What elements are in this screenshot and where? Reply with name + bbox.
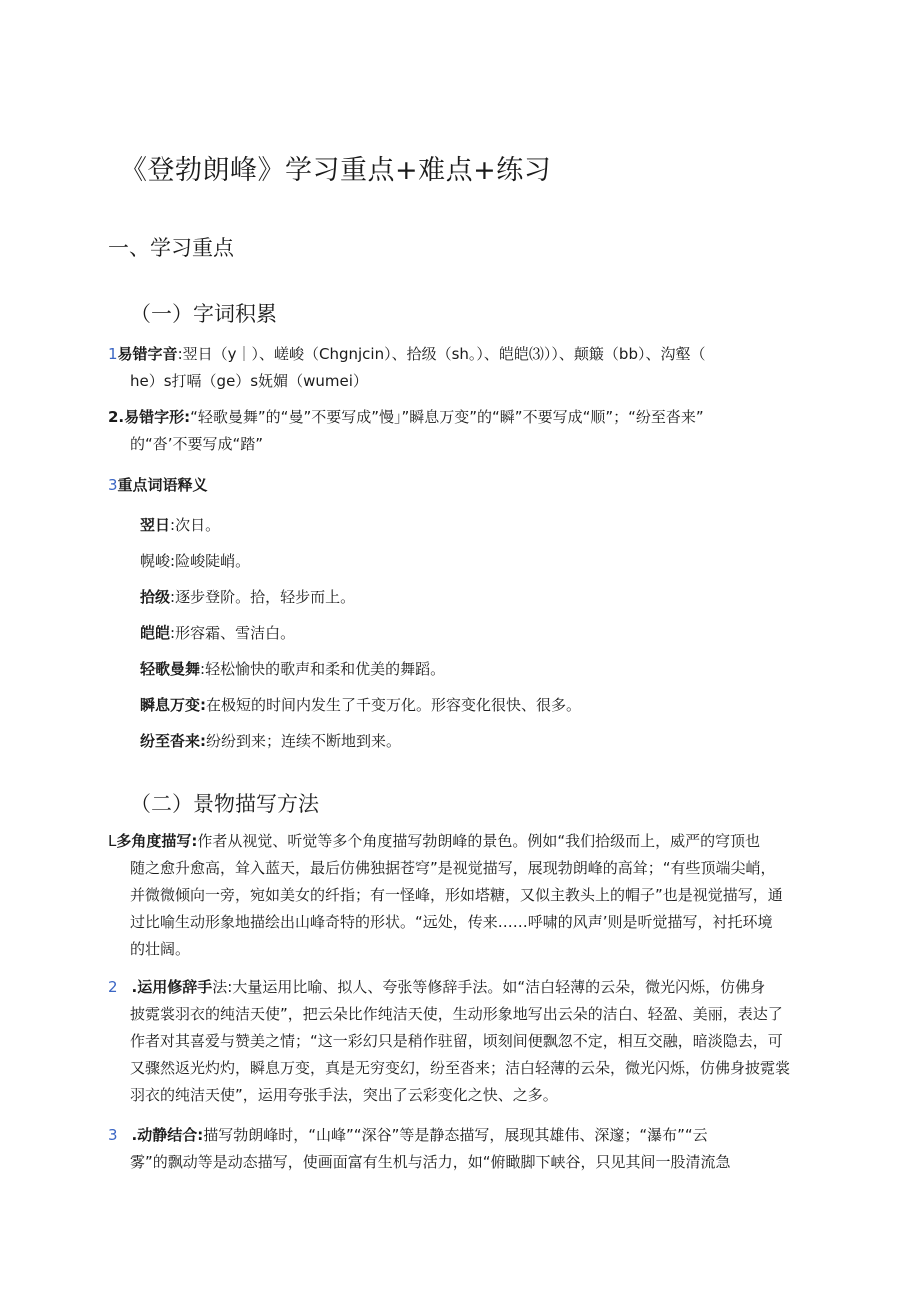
term-definition xyxy=(140,514,220,535)
term: 拾级 xyxy=(140,588,171,606)
term-sep: : xyxy=(170,552,176,570)
section-heading-study-focus: 一、学习重点 xyxy=(108,236,234,260)
list-number: L xyxy=(108,832,117,850)
item-label: 多角度描写: xyxy=(116,832,198,850)
list-number: 2. xyxy=(108,408,125,426)
term: 纷至沓来: xyxy=(140,732,206,750)
item-label: 易错字音 xyxy=(117,345,178,363)
item-label: 重点词语释义 xyxy=(117,476,208,494)
item-text-continued: he）s打嗝（ge）s妩媚（wumei） xyxy=(130,372,368,390)
item-text-continued: 并微微倾向一旁，宛如美女的纤指；有一怪峰，形如塔糖，又似主教头上的帽子”也是视觉描写，通 xyxy=(130,886,783,904)
definition: 险峻陡峭。 xyxy=(175,552,251,570)
list-number: 1 xyxy=(108,345,118,363)
item-text-continued: 羽衣的纯洁天使”，运用夸张手法，突出了云彩变化之快、之多。 xyxy=(130,1086,558,1104)
item-text-continued: 的壮阔。 xyxy=(130,940,191,958)
term: 瞬息万变: xyxy=(140,696,206,714)
item-colon: : xyxy=(177,345,183,363)
term: 翌日 xyxy=(140,516,171,534)
definition: 形容霜、雪洁白。 xyxy=(175,624,296,642)
document-title: 《登勃朗峰》学习重点+难点+练习 xyxy=(120,155,552,186)
subsection-heading-vocabulary: （一）字词积累 xyxy=(130,302,277,326)
list-item-motion-stillness xyxy=(108,1122,814,1176)
item-text-continued: 过比喻生动形象地描绘出山峰奇特的形状。“远处，传来……呼啸的风声’则是听觉描写，衬托环境 xyxy=(130,913,773,931)
term-definition xyxy=(140,730,401,751)
item-label: 易错字形: xyxy=(124,408,191,426)
item-text-continued: 作者对其喜爱与赞美之情；“这一彩幻只是稍作驻留，顷刻间便飘忽不定，相互交融，暗淡隐去，可 xyxy=(130,1032,783,1050)
item-label: .动静结合: xyxy=(131,1126,204,1144)
item-text: :大量运用比喻、拟人、夸张等修辞手法。如“洁白轻薄的云朵，微光闪烁，仿佛身 xyxy=(227,978,766,996)
item-text-continued: 披霓裳羽衣的纯洁天使”，把云朵比作纯洁天使，生动形象地写出云朵的洁白、轻盈、美丽，表达了 xyxy=(130,1005,783,1023)
item-text: 描写勃朗峰时，“山峰”“深谷”等是静态描写，展现其雄伟、深邃；“瀑布”“云 xyxy=(203,1126,708,1144)
term-sep: : xyxy=(200,660,206,678)
definition: 逐步登阶。拾，轻步而上。 xyxy=(175,588,356,606)
term-definition xyxy=(140,586,355,607)
list-number: 3 xyxy=(108,476,118,494)
term: 轻歌曼舞 xyxy=(140,660,201,678)
term-definition xyxy=(140,658,445,679)
list-item-characters xyxy=(108,404,814,458)
list-item-multi-angle xyxy=(108,828,814,963)
item-text: 翌日（y｜）、嵯峻（Chgnjcin）、拾级（sh。）、皑皑⑶））、颠簸（bb）、沟壑（ xyxy=(182,345,706,363)
term-definition xyxy=(140,622,295,643)
term-definition xyxy=(140,550,250,571)
item-text: “轻歌曼舞”的“曼”不要写成”慢」”瞬息万变”的“瞬”不要写成“顺”；“纷至沓来” xyxy=(190,408,704,426)
item-text: 作者从视觉、听觉等多个角度描写勃朗峰的景色。例如“我们拾级而上，威严的穹顶也 xyxy=(197,832,761,850)
item-label: .运用修辞手 xyxy=(131,978,213,996)
term-sep: : xyxy=(170,588,176,606)
item-text-continued: 又骤然返光灼灼，瞬息万变，真是无穷变幻，纷至沓来；洁白轻薄的云朵，微光闪烁，仿佛身披霓裳 xyxy=(130,1059,791,1077)
list-item-pronunciation xyxy=(108,341,814,395)
definition: 纷纷到来；连续不断地到来。 xyxy=(206,732,402,750)
list-item-key-terms xyxy=(108,472,814,499)
item-text-continued: 的“沓’不要写成“踏” xyxy=(130,435,264,453)
term-sep: : xyxy=(170,624,176,642)
definition: 在极短的时间内发生了千变万化。形容变化很快、很多。 xyxy=(206,696,582,714)
term-sep: : xyxy=(170,516,176,534)
list-number: 2 xyxy=(108,978,118,996)
list-item-rhetoric xyxy=(108,974,814,1109)
item-text-continued: 随之愈升愈高，耸入蓝天，最后仿佛独据苍穹”是视觉描写，展现勃朗峰的高耸；“有些顶端尖峭， xyxy=(130,859,776,877)
definition: 轻松愉快的歌声和柔和优美的舞蹈。 xyxy=(205,660,446,678)
subsection-heading-description-methods: （二）景物描写方法 xyxy=(130,792,319,816)
definition: 次日。 xyxy=(175,516,221,534)
list-number: 3 xyxy=(108,1126,118,1144)
term: 幌峻 xyxy=(140,552,171,570)
item-label-tail: 法 xyxy=(212,978,228,996)
item-text-continued: 雾”的飘动等是动态描写，使画面富有生机与活力，如“俯瞰脚下峡谷，只见其间一股清流急 xyxy=(130,1153,731,1171)
term: 皑皑 xyxy=(140,624,171,642)
term-definition xyxy=(140,694,581,715)
